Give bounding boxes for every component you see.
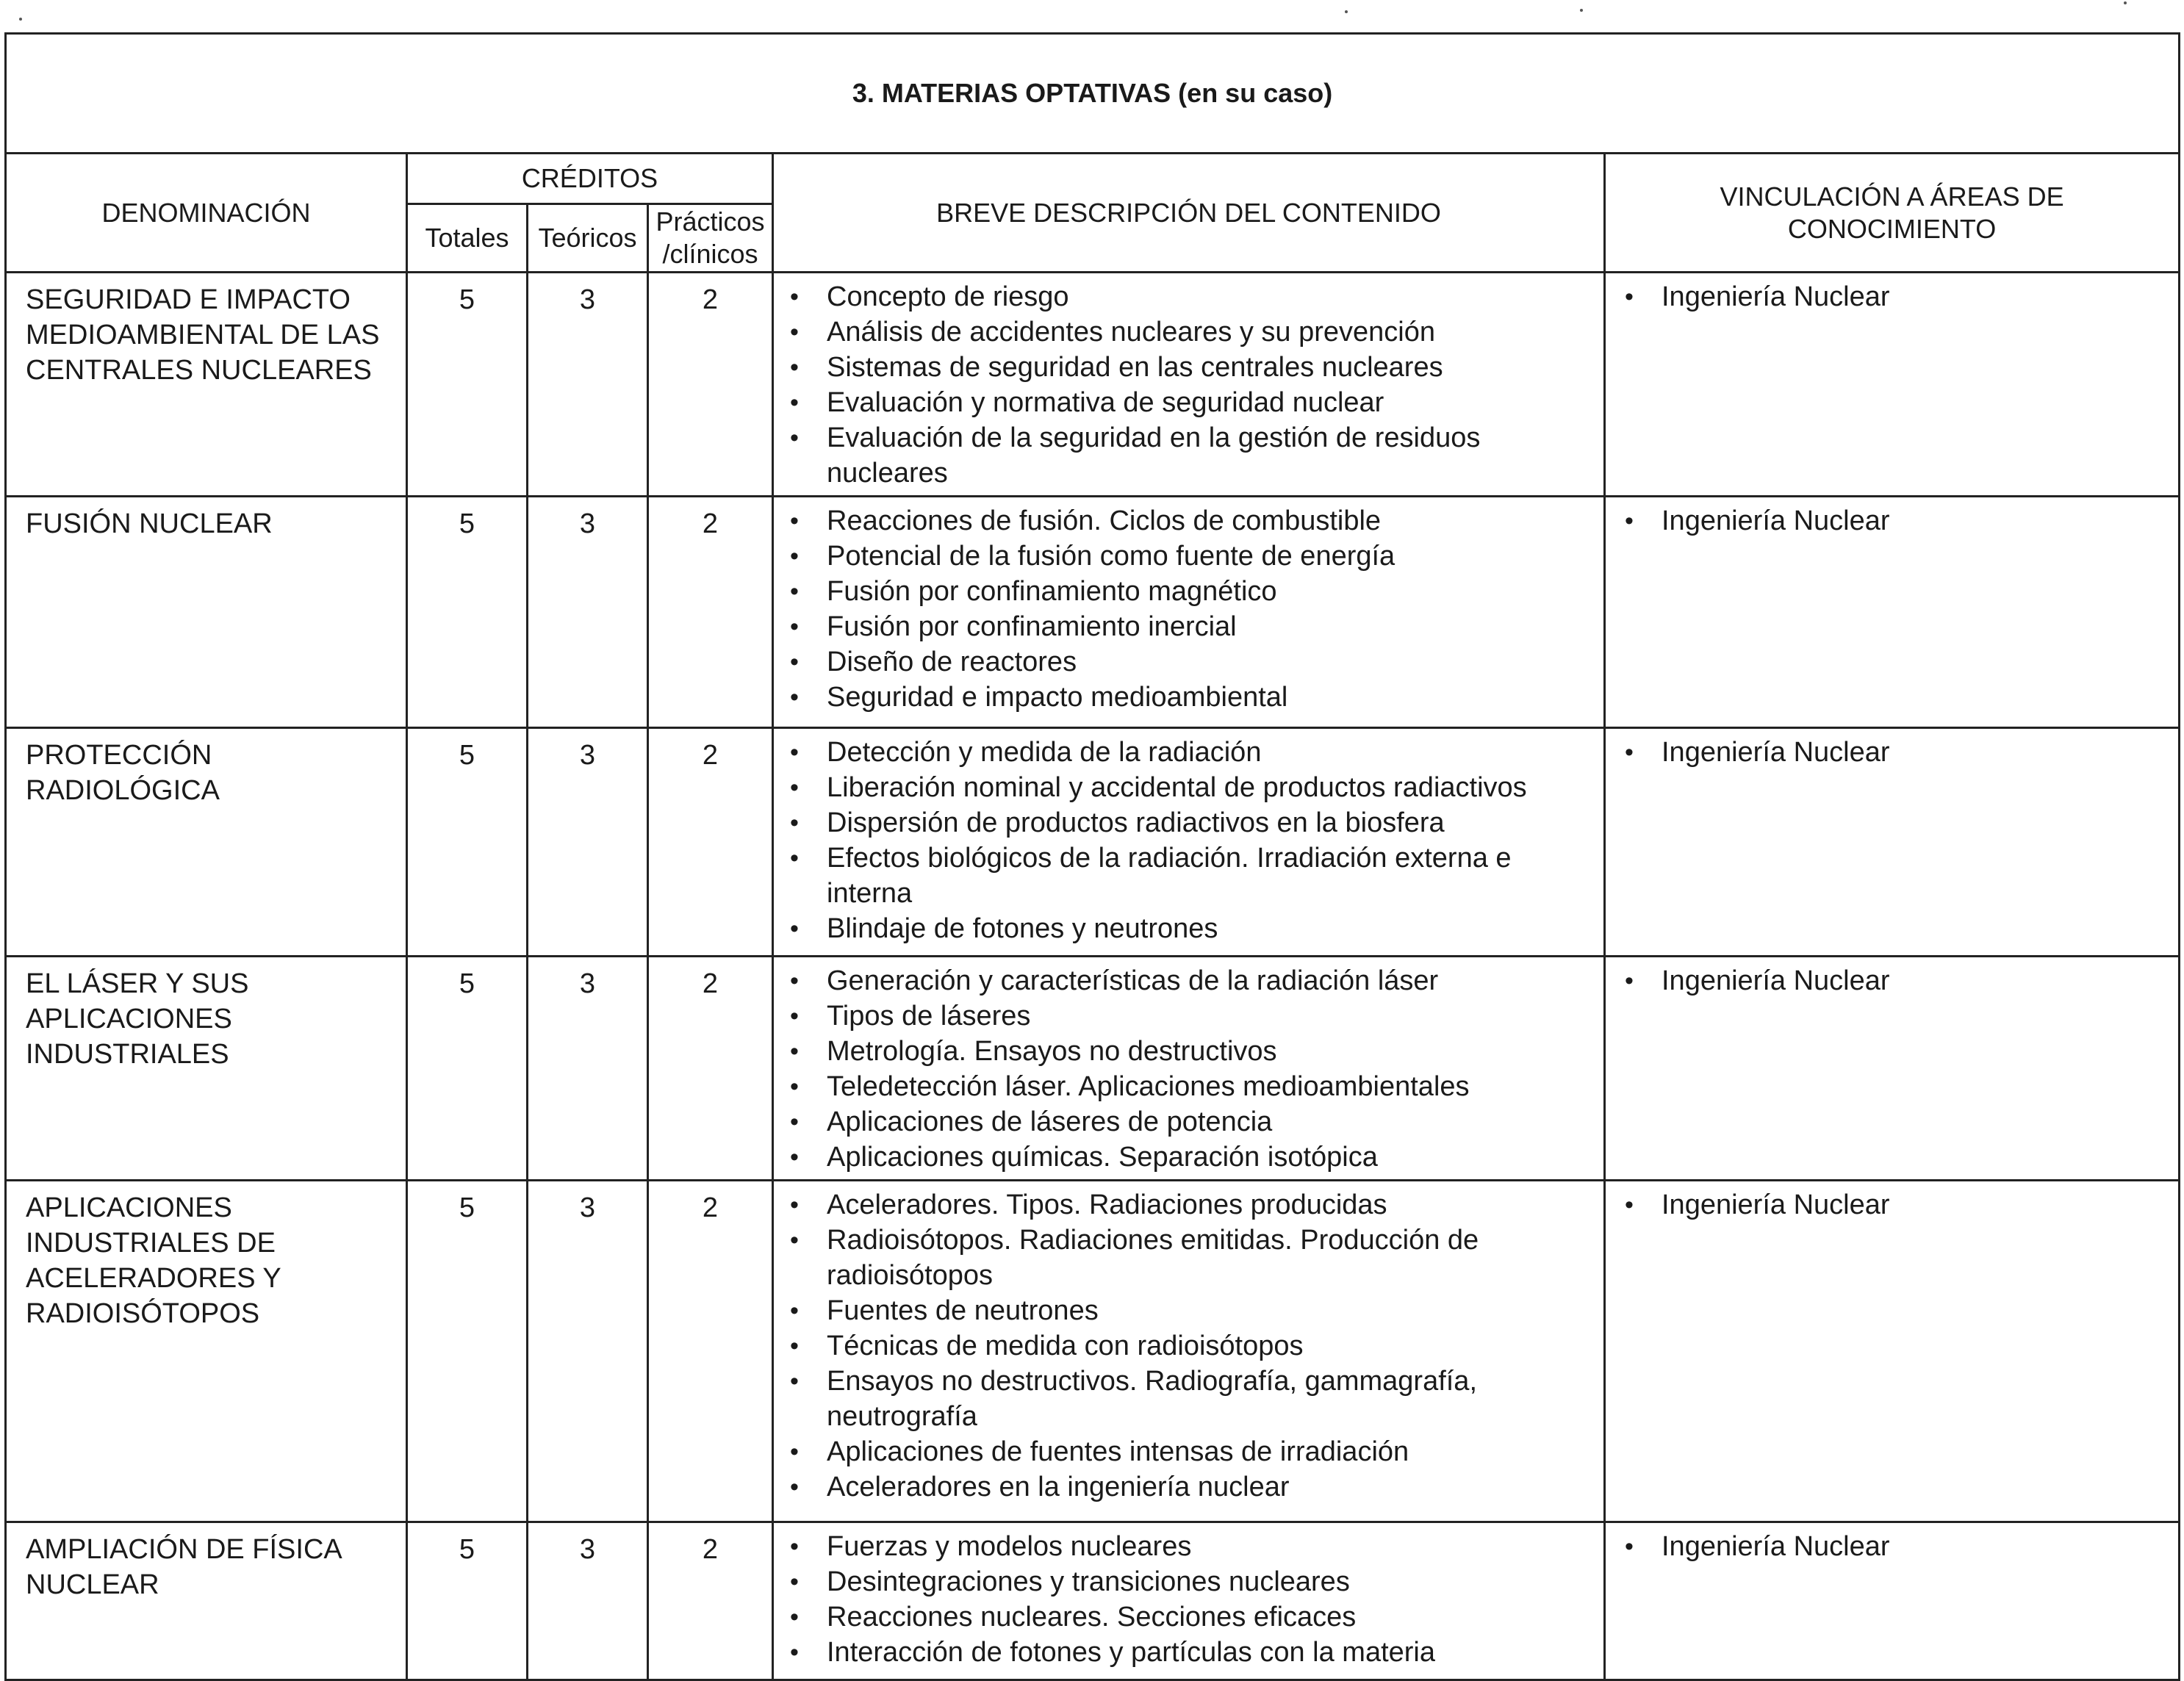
content-item: • Ensayos no destructivos. Radiografía, gammagrafía, neutrografía xyxy=(780,1364,1592,1434)
table-row xyxy=(6,957,2180,1181)
credits-totales: 5 xyxy=(407,497,528,728)
content-item: • Diseño de reactores xyxy=(780,644,1592,680)
header-totales: Totales xyxy=(407,204,528,273)
content-item: • Desintegraciones y transiciones nucleares xyxy=(780,1564,1592,1599)
content-list xyxy=(780,279,1592,491)
content-item: • Radioisótopos. Radiaciones emitidas. Producción de radioisótopos xyxy=(780,1223,1592,1293)
optional-subjects-table xyxy=(4,32,2180,1681)
table-row xyxy=(6,1522,2180,1680)
knowledge-area xyxy=(1605,957,2180,1181)
optional-subjects-sheet xyxy=(4,32,2178,1681)
knowledge-area xyxy=(1605,497,2180,728)
header-descripcion: BREVE DESCRIPCIÓN DEL CONTENIDO xyxy=(773,154,1605,273)
header-teoricos: Teóricos xyxy=(528,204,648,273)
subject-name: APLICACIONES INDUSTRIALES DE ACELERADORES Y RADIOISÓTOPOS xyxy=(6,1181,407,1522)
content-item: • Fuerzas y modelos nucleares xyxy=(780,1529,1592,1564)
credits-teoricos: 3 xyxy=(528,1181,648,1522)
credits-teoricos: 3 xyxy=(528,728,648,957)
credits-practicos: 2 xyxy=(648,497,773,728)
content-description xyxy=(773,728,1605,957)
area-item: • Ingeniería Nuclear xyxy=(1614,279,2166,314)
area-list xyxy=(1614,1529,2166,1564)
table-row xyxy=(6,728,2180,957)
content-item: • Detección y medida de la radiación xyxy=(780,735,1592,770)
content-item: • Aceleradores. Tipos. Radiaciones producidas xyxy=(780,1187,1592,1223)
content-item: • Reacciones de fusión. Ciclos de combustible xyxy=(780,503,1592,539)
subject-name: FUSIÓN NUCLEAR xyxy=(6,497,407,728)
area-item: • Ingeniería Nuclear xyxy=(1614,1529,2166,1564)
table-row xyxy=(6,273,2180,497)
content-item: • Blindaje de fotones y neutrones xyxy=(780,911,1592,946)
content-item: • Sistemas de seguridad en las centrales nucleares xyxy=(780,350,1592,385)
credits-totales: 5 xyxy=(407,1522,528,1680)
header-practicos: Prácticos /clínicos xyxy=(648,204,773,273)
area-list xyxy=(1614,1187,2166,1223)
content-list xyxy=(780,963,1592,1175)
content-list xyxy=(780,503,1592,715)
content-item: • Fuentes de neutrones xyxy=(780,1293,1592,1328)
content-item: • Seguridad e impacto medioambiental xyxy=(780,680,1592,715)
content-item: • Fusión por confinamiento inercial xyxy=(780,609,1592,644)
table-title: 3. MATERIAS OPTATIVAS (en su caso) xyxy=(6,34,2180,154)
header-vinculacion: VINCULACIÓN A ÁREAS DE CONOCIMIENTO xyxy=(1605,154,2180,273)
content-item: • Aplicaciones de fuentes intensas de irradiación xyxy=(780,1434,1592,1469)
header-denominacion: DENOMINACIÓN xyxy=(6,154,407,273)
content-item: • Efectos biológicos de la radiación. Irradiación externa e interna xyxy=(780,840,1592,911)
content-item: • Evaluación y normativa de seguridad nuclear xyxy=(780,385,1592,420)
subject-name: SEGURIDAD E IMPACTO MEDIOAMBIENTAL DE LAS CENTRALES NUCLEARES xyxy=(6,273,407,497)
subject-name: EL LÁSER Y SUS APLICACIONES INDUSTRIALES xyxy=(6,957,407,1181)
knowledge-area xyxy=(1605,273,2180,497)
credits-totales: 5 xyxy=(407,1181,528,1522)
content-item: • Fusión por confinamiento magnético xyxy=(780,574,1592,609)
area-item: • Ingeniería Nuclear xyxy=(1614,1187,2166,1223)
credits-practicos: 2 xyxy=(648,728,773,957)
credits-totales: 5 xyxy=(407,273,528,497)
content-list xyxy=(780,1529,1592,1670)
area-item: • Ingeniería Nuclear xyxy=(1614,503,2166,539)
table-row xyxy=(6,497,2180,728)
area-item: • Ingeniería Nuclear xyxy=(1614,735,2166,770)
content-item: • Generación y características de la radiación láser xyxy=(780,963,1592,998)
content-item: • Reacciones nucleares. Secciones eficaces xyxy=(780,1599,1592,1635)
knowledge-area xyxy=(1605,728,2180,957)
credits-practicos: 2 xyxy=(648,1181,773,1522)
credits-teoricos: 3 xyxy=(528,1522,648,1680)
content-list xyxy=(780,735,1592,946)
content-item: • Interacción de fotones y partículas con la materia xyxy=(780,1635,1592,1670)
content-item: • Liberación nominal y accidental de productos radiactivos xyxy=(780,770,1592,805)
credits-practicos: 2 xyxy=(648,1522,773,1680)
subject-name: PROTECCIÓN RADIOLÓGICA xyxy=(6,728,407,957)
area-list xyxy=(1614,735,2166,770)
table-row xyxy=(6,1181,2180,1522)
content-item: • Aplicaciones químicas. Separación isotópica xyxy=(780,1140,1592,1175)
credits-teoricos: 3 xyxy=(528,497,648,728)
credits-teoricos: 3 xyxy=(528,957,648,1181)
content-item: • Análisis de accidentes nucleares y su prevención xyxy=(780,314,1592,350)
content-item: • Tipos de láseres xyxy=(780,998,1592,1034)
credits-teoricos: 3 xyxy=(528,273,648,497)
content-description xyxy=(773,1181,1605,1522)
content-description xyxy=(773,497,1605,728)
credits-practicos: 2 xyxy=(648,957,773,1181)
content-list xyxy=(780,1187,1592,1505)
content-item: • Evaluación de la seguridad en la gestión de residuos nucleares xyxy=(780,420,1592,491)
credits-totales: 5 xyxy=(407,728,528,957)
credits-totales: 5 xyxy=(407,957,528,1181)
content-description xyxy=(773,1522,1605,1680)
subject-name: AMPLIACIÓN DE FÍSICA NUCLEAR xyxy=(6,1522,407,1680)
knowledge-area xyxy=(1605,1181,2180,1522)
content-item: • Metrología. Ensayos no destructivos xyxy=(780,1034,1592,1069)
area-item: • Ingeniería Nuclear xyxy=(1614,963,2166,998)
knowledge-area xyxy=(1605,1522,2180,1680)
area-list xyxy=(1614,963,2166,998)
content-item: • Teledetección láser. Aplicaciones medioambientales xyxy=(780,1069,1592,1104)
content-description xyxy=(773,957,1605,1181)
content-item: • Aceleradores en la ingeniería nuclear xyxy=(780,1469,1592,1505)
credits-practicos: 2 xyxy=(648,273,773,497)
area-list xyxy=(1614,279,2166,314)
content-description xyxy=(773,273,1605,497)
header-creditos: CRÉDITOS xyxy=(407,154,773,204)
content-item: • Aplicaciones de láseres de potencia xyxy=(780,1104,1592,1140)
content-item: • Dispersión de productos radiactivos en la biosfera xyxy=(780,805,1592,840)
content-item: • Potencial de la fusión como fuente de energía xyxy=(780,539,1592,574)
content-item: • Concepto de riesgo xyxy=(780,279,1592,314)
area-list xyxy=(1614,503,2166,539)
content-item: • Técnicas de medida con radioisótopos xyxy=(780,1328,1592,1364)
